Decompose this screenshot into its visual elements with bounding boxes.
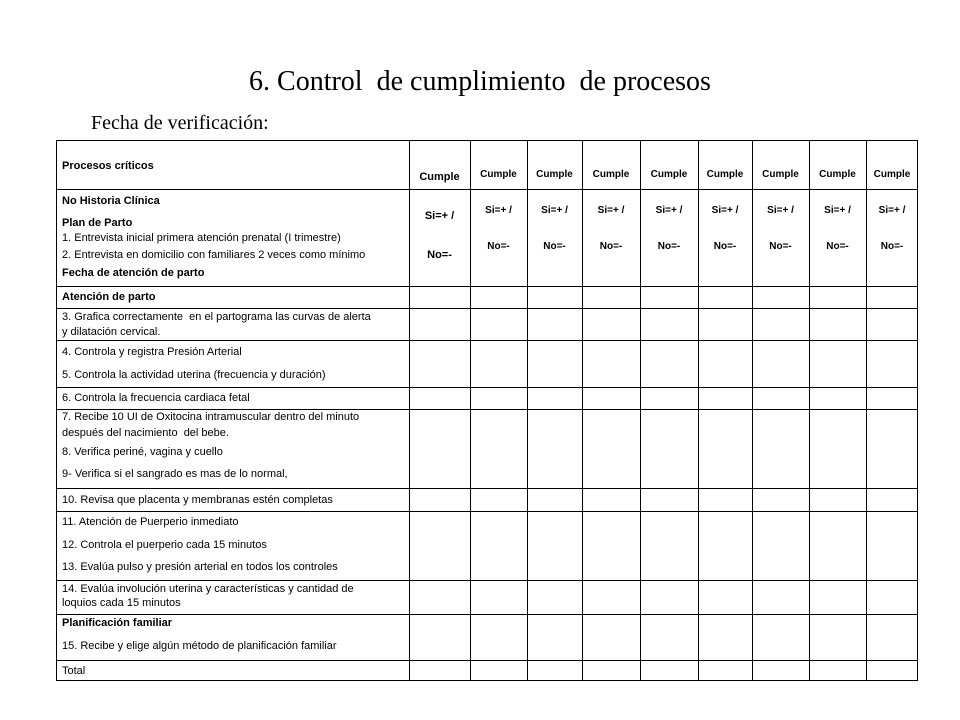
section-label: Fecha de atención de parto <box>62 267 205 279</box>
header-line: Cumple <box>480 169 517 180</box>
header-line: Cumple <box>419 171 460 183</box>
process-item: 6. Controla la frecuencia cardiaca fetal <box>62 392 250 404</box>
process-column-header: Procesos críticos <box>62 160 154 172</box>
verification-date-label: Fecha de verificación: <box>91 112 269 134</box>
header-line: Si=+ / <box>541 205 568 216</box>
header-line: No=- <box>599 241 623 252</box>
process-item: 13. Evalúa pulso y presión arterial en todos los controles <box>62 561 338 573</box>
header-line: Si=+ / <box>424 210 455 222</box>
process-item: loquios cada 15 minutos <box>62 597 181 609</box>
row-divider <box>57 580 917 581</box>
header-line: Cumple <box>706 169 744 180</box>
row-divider <box>57 308 917 309</box>
process-item: 7. Recibe 10 UI de Oxitocina intramuscular dentro del minuto <box>62 411 360 423</box>
header-line: No=- <box>487 241 510 252</box>
process-item: 2. Entrevista en domicilio con familiares 2 veces como mínimo <box>62 249 366 261</box>
header-line: No=- <box>543 241 566 252</box>
header-line: No=- <box>713 241 737 252</box>
row-divider <box>57 511 917 512</box>
process-item: 15. Recibe y elige algún método de planificación familiar <box>62 640 337 652</box>
header-line: No=- <box>880 241 904 252</box>
header-line: Cumple <box>536 169 573 180</box>
process-item: 14. Evalúa involución uterina y características y cantidad de <box>62 583 354 595</box>
compliance-column-header <box>698 145 752 277</box>
header-line: Cumple <box>873 169 911 180</box>
process-item: 3. Grafica correctamente en el partograma las curvas de alerta <box>62 311 371 323</box>
header-line: Cumple <box>650 169 688 180</box>
row-divider <box>57 340 917 341</box>
header-line: No=- <box>826 241 849 252</box>
header-line: No=- <box>427 249 452 261</box>
section-label: Plan de Parto <box>62 217 133 229</box>
compliance-column-header <box>809 145 866 277</box>
compliance-column-header <box>640 145 698 277</box>
process-item: y dilatación cervical. <box>62 326 161 338</box>
compliance-column-header <box>527 145 582 277</box>
process-item: después del nacimiento del bebe. <box>62 427 229 439</box>
compliance-column-header <box>752 145 809 277</box>
process-item: 5. Controla la actividad uterina (frecuencia y duración) <box>62 369 326 381</box>
row-divider <box>57 409 917 410</box>
header-line: Cumple <box>592 169 630 180</box>
header-line: No=- <box>657 241 681 252</box>
compliance-column-header <box>582 145 640 277</box>
page-title: 6. Control de cumplimiento de procesos <box>249 66 711 97</box>
process-item: 9- Verifica si el sangrado es mas de lo normal, <box>62 468 288 480</box>
row-divider <box>57 488 917 489</box>
total-label: Total <box>62 665 86 677</box>
process-item: 1. Entrevista inicial primera atención prenatal (I trimestre) <box>62 232 341 244</box>
header-line: No=- <box>769 241 792 252</box>
compliance-column-header <box>409 145 470 288</box>
process-item: 4. Controla y registra Presión Arterial <box>62 346 242 358</box>
header-line: Si=+ / <box>878 205 906 216</box>
header-line: Cumple <box>762 169 799 180</box>
process-item: 8. Verifica periné, vagina y cuello <box>62 446 223 458</box>
header-line: Si=+ / <box>824 205 851 216</box>
header-line: Si=+ / <box>655 205 683 216</box>
header-line: Si=+ / <box>767 205 794 216</box>
row-divider <box>57 660 917 661</box>
compliance-table <box>56 140 918 681</box>
process-item: 11. Atención de Puerperio inmediato <box>62 516 239 528</box>
row-divider <box>57 614 917 615</box>
compliance-column-header <box>470 145 527 277</box>
compliance-column-header <box>866 145 918 277</box>
row-divider <box>57 387 917 388</box>
section-label: No Historia Clínica <box>62 195 160 207</box>
section-label: Atención de parto <box>62 291 156 303</box>
row-divider <box>57 286 917 287</box>
header-line: Si=+ / <box>485 205 512 216</box>
process-item: 12. Controla el puerperio cada 15 minutos <box>62 539 267 551</box>
section-label: Planificación familiar <box>62 617 173 629</box>
header-line: Cumple <box>819 169 856 180</box>
header-line: Si=+ / <box>711 205 739 216</box>
process-item: 10. Revisa que placenta y membranas estén completas <box>62 494 333 506</box>
header-line: Si=+ / <box>597 205 625 216</box>
